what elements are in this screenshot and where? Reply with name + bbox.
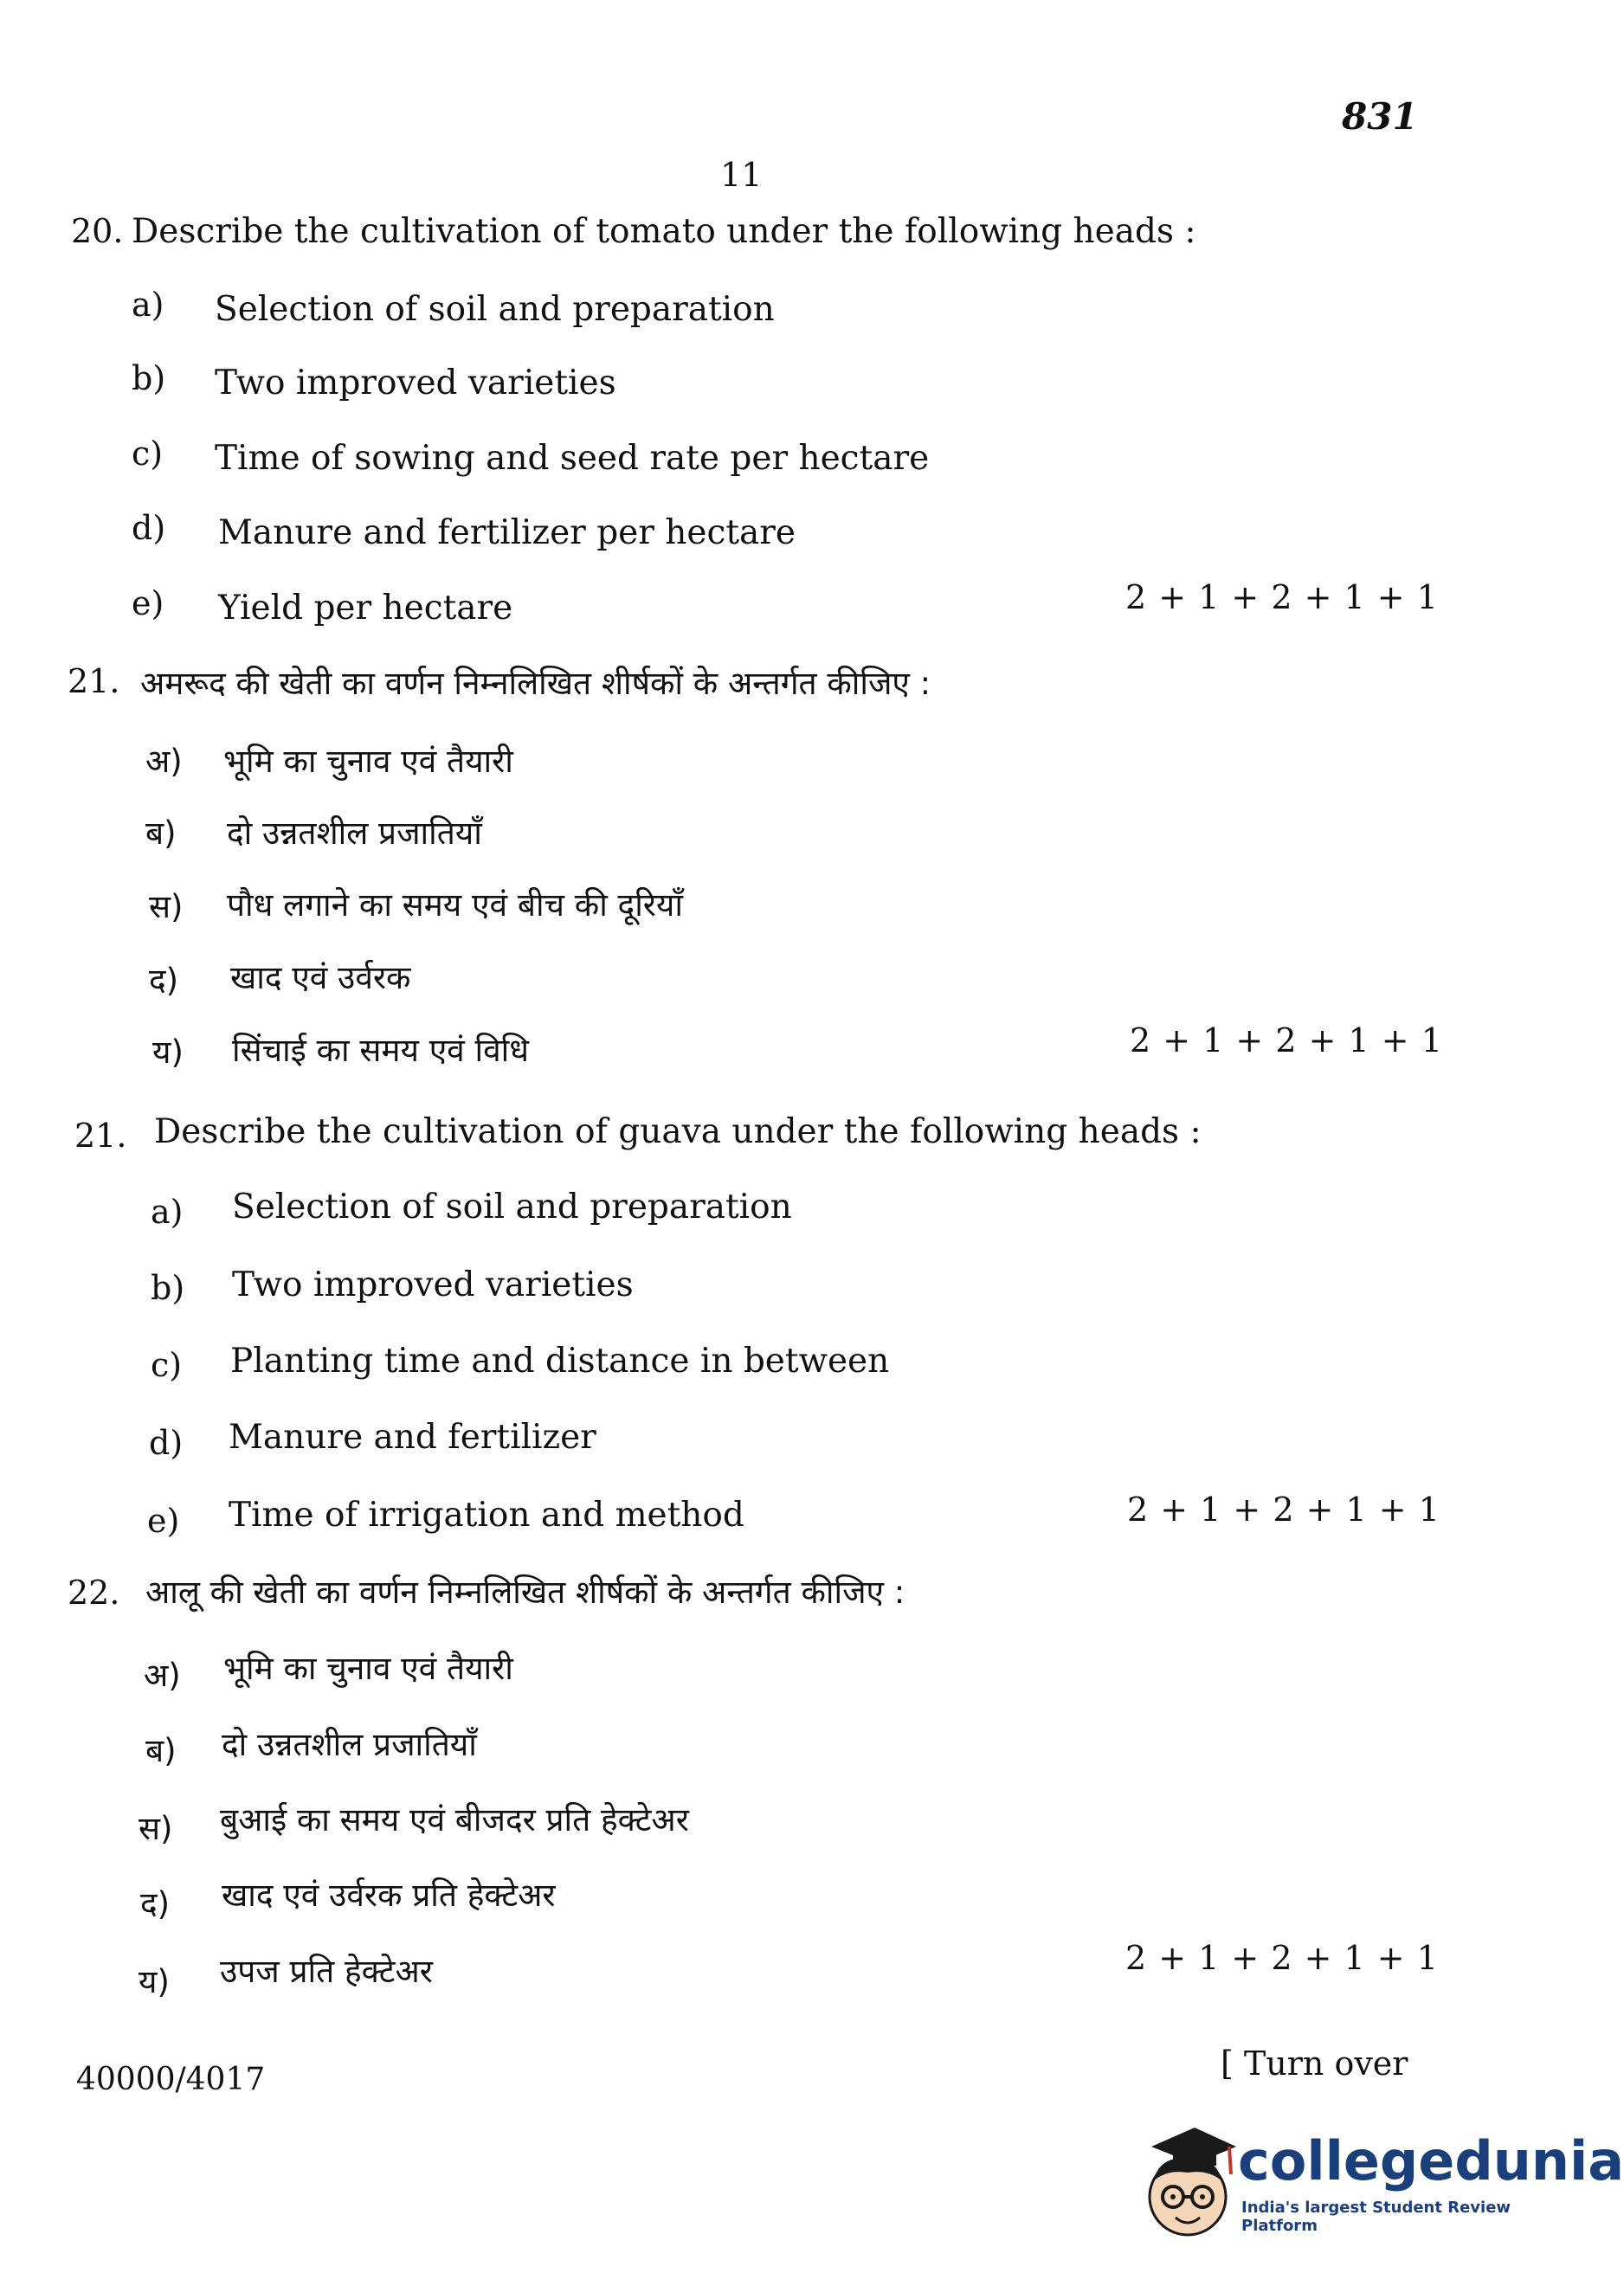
item-label: अ): [145, 743, 183, 780]
item-text: दो उन्नतशील प्रजातियाँ: [227, 815, 482, 852]
item-label: य): [152, 1033, 184, 1071]
item-text: भूमि का चुनाव एवं तैयारी: [223, 1650, 513, 1687]
item-text: Two improved varieties: [215, 364, 616, 402]
question-number: 20.: [71, 212, 124, 250]
item-text: Selection of soil and preparation: [232, 1188, 792, 1227]
question-number: 22.: [68, 1574, 120, 1612]
item-label: d): [149, 1424, 184, 1462]
question-number: 21.: [68, 662, 120, 700]
logo-tagline: India's largest Student Review Platform: [1241, 2199, 1511, 2235]
question-text: Describe the cultivation of tomato under the following heads :: [132, 212, 1196, 251]
paper-code: 831: [1342, 95, 1418, 138]
logo-wordmark: collegedunia: [1238, 2129, 1624, 2193]
item-label: द): [149, 962, 179, 999]
item-text: Manure and fertilizer per hectare: [218, 513, 796, 552]
item-label: b): [132, 359, 166, 397]
item-text: पौध लगाने का समय एवं बीच की दूरियाँ: [227, 886, 683, 924]
item-text: भूमि का चुनाव एवं तैयारी: [223, 743, 513, 780]
turn-over-note: [ Turn over: [1221, 2044, 1408, 2083]
item-text: Two improved varieties: [232, 1265, 634, 1304]
item-label: c): [132, 435, 164, 473]
item-label: स): [149, 888, 184, 925]
item-label: ब): [145, 815, 177, 852]
item-text: Yield per hectare: [218, 589, 513, 628]
item-text: Time of sowing and seed rate per hectare: [215, 439, 930, 478]
item-text: Planting time and distance in between: [230, 1342, 890, 1381]
item-label: स): [139, 1810, 173, 1847]
item-label: b): [151, 1269, 185, 1307]
item-label: अ): [144, 1657, 181, 1694]
marks-distribution: 2 + 1 + 2 + 1 + 1: [1130, 1021, 1443, 1059]
question-text: Describe the cultivation of guava under the following heads :: [154, 1112, 1202, 1151]
item-label: द): [140, 1885, 171, 1922]
item-text: उपज प्रति हेक्टेअर: [220, 1953, 433, 1990]
item-label: e): [147, 1502, 180, 1540]
item-label: a): [151, 1193, 184, 1231]
marks-distribution: 2 + 1 + 2 + 1 + 1: [1125, 578, 1439, 616]
item-label: य): [139, 1963, 170, 2000]
item-text: सिंचाई का समय एवं विधि: [232, 1032, 530, 1069]
question-text: आलू की खेती का वर्णन निम्नलिखित शीर्षकों के अन्तर्गत कीजिए :: [145, 1574, 905, 1611]
item-text: दो उन्नतशील प्रजातियाँ: [222, 1726, 477, 1763]
item-text: Manure and fertilizer: [229, 1418, 596, 1457]
item-text: Time of irrigation and method: [229, 1496, 744, 1535]
item-label: a): [132, 286, 164, 324]
item-text: Selection of soil and preparation: [215, 290, 775, 329]
item-label: ब): [145, 1732, 177, 1769]
item-text: खाद एवं उर्वरक: [230, 959, 411, 996]
question-text: अमरूद की खेती का वर्णन निम्नलिखित शीर्षकों के अन्तर्गत कीजिए :: [140, 665, 931, 702]
footer-code: 40000/4017: [76, 2062, 266, 2097]
page-number: 11: [720, 156, 763, 194]
student-mascot-icon: [1125, 2112, 1238, 2250]
collegedunia-logo: [1125, 2112, 1624, 2250]
item-label: d): [132, 509, 166, 547]
item-label: c): [151, 1346, 183, 1384]
item-text: खाद एवं उर्वरक प्रति हेक्टेअर: [222, 1877, 556, 1914]
question-number: 21.: [74, 1117, 127, 1155]
marks-distribution: 2 + 1 + 2 + 1 + 1: [1125, 1939, 1439, 1977]
item-text: बुआई का समय एवं बीजदर प्रति हेक्टेअर: [220, 1801, 689, 1838]
marks-distribution: 2 + 1 + 2 + 1 + 1: [1127, 1491, 1440, 1529]
item-label: e): [132, 584, 164, 622]
